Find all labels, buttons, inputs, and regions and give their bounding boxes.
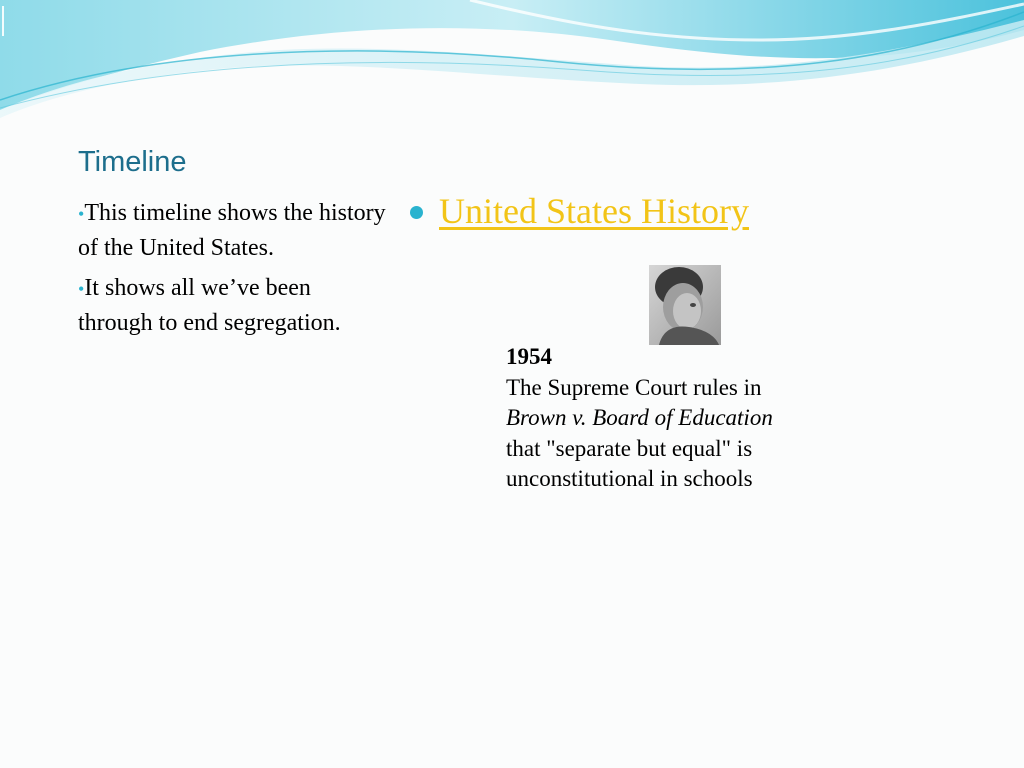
- header-wave-decoration: [0, 0, 1024, 140]
- event-caption: [506, 342, 796, 495]
- bullet-item: [78, 196, 388, 265]
- event-text-after: that "separate but equal" is unconstitutional in schools: [506, 435, 753, 492]
- event-text-before: The Supreme Court rules in: [506, 374, 762, 400]
- bullet-dot-icon: [410, 206, 423, 219]
- slide-title: Timeline: [78, 146, 187, 178]
- united-states-history-link[interactable]: United States History: [439, 191, 749, 231]
- event-year: 1954: [506, 344, 552, 369]
- bullet-dot-icon: •: [78, 279, 85, 299]
- bullet-dot-icon: •: [78, 204, 85, 224]
- case-name: Brown v. Board of Education: [506, 405, 773, 431]
- photo-image: [649, 265, 721, 345]
- bullet-list: [78, 196, 388, 346]
- bullet-item: [78, 271, 388, 340]
- child-portrait-photo: [649, 265, 721, 345]
- bullet-text: It shows all we’ve been through to end segregation.: [78, 275, 341, 336]
- bullet-text: This timeline shows the history of the United States.: [78, 200, 386, 261]
- link-bullet: [410, 190, 749, 232]
